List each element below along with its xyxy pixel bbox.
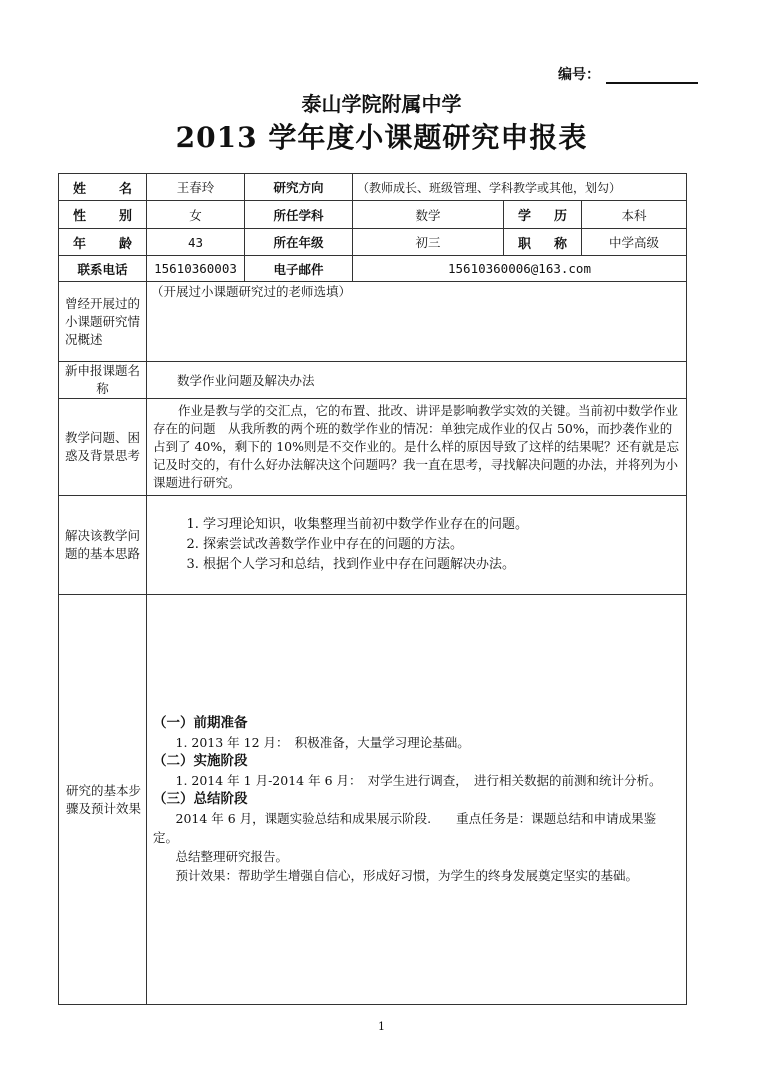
steps-field[interactable]: [147, 595, 687, 1005]
gender-label-part: 性: [73, 209, 87, 224]
school-name: 泰山学院附属中学: [301, 92, 462, 116]
subject-value[interactable]: 数学: [353, 201, 504, 229]
stage2-text: 1. 2014 年 1 月-2014 年 6 月： 对学生进行调查， 进行相关数据的前测和统计分析。: [175, 773, 662, 788]
table-row: [59, 399, 687, 496]
stage3-title: （三）总结阶段: [153, 791, 248, 807]
serial-number-field: [558, 64, 698, 84]
rank-label-part: 称: [553, 236, 567, 252]
grade-label: 所在年级: [245, 229, 353, 256]
application-form-table: [58, 173, 687, 1005]
approach-item: 2. 探索尝试改善数学作业中存在的问题的方法。: [203, 535, 682, 555]
table-row: [59, 256, 687, 282]
approach-item: 3. 根据个人学习和总结，找到作业中存在问题解决办法。: [203, 555, 682, 575]
gender-label-cell: [59, 201, 147, 229]
name-label-part: 名: [118, 181, 132, 197]
table-row: [59, 362, 687, 399]
age-label-part: 龄: [118, 236, 132, 252]
table-row: [59, 229, 687, 256]
email-value[interactable]: 15610360006@163.com: [353, 256, 687, 282]
rank-label-cell: [504, 229, 582, 256]
gender-label-part: 别: [118, 209, 132, 224]
email-label: 电子邮件: [245, 256, 353, 282]
topic-value[interactable]: 数学作业问题及解决办法: [147, 362, 687, 399]
topic-label: 新申报课题名称: [59, 362, 147, 399]
table-row: [59, 201, 687, 229]
page-number: 1: [378, 1020, 385, 1033]
direction-value[interactable]: （教师成长、班级管理、学科教学或其他，划勾）: [353, 174, 687, 201]
rank-value[interactable]: 中学高级: [582, 229, 687, 256]
steps-label: 研究的基本步骤及预计效果: [59, 595, 147, 1005]
serial-number-blank[interactable]: [606, 66, 698, 84]
past-research-label: 曾经开展过的小课题研究情况概述: [59, 282, 147, 362]
stage1-text: 1. 2013 年 12 月： 积极准备，大量学习理论基础。: [175, 735, 470, 750]
age-value[interactable]: 43: [147, 229, 245, 256]
serial-number-label: 编号：: [558, 67, 600, 83]
education-label-cell: [504, 201, 582, 229]
education-label-part: 学: [518, 209, 532, 224]
problem-text[interactable]: 作业是教与学的交汇点，它的布置、批改、讲评是影响教学实效的关键。当前初中数学作业存在的问题 从我所教的两个班的数学作业的情况：单独完成作业的仅占 50%，而抄袭作业的占到了 40%，剩下的 10%则是不交作业的。是什么样的原因导致了这样的结果呢？还有就是忘记及时交的，有什么好办法解决这个问题吗？我一直在思考，寻找解决问题的办法，并将列为小课题进行研究。: [147, 399, 687, 496]
education-label-part: 历: [553, 209, 567, 224]
approach-label: 解决该教学问题的基本思路: [59, 496, 147, 595]
phone-value[interactable]: 15610360003: [147, 256, 245, 282]
table-row: [59, 496, 687, 595]
phone-label: 联系电话: [59, 256, 147, 282]
age-label-cell: [59, 229, 147, 256]
report-text: 总结整理研究报告。: [175, 849, 289, 864]
age-label-part: 年: [73, 236, 87, 252]
education-value[interactable]: 本科: [582, 201, 687, 229]
past-research-hint: （开展过小课题研究过的老师选填）: [151, 284, 352, 299]
table-row: [59, 595, 687, 1005]
direction-label: 研究方向: [245, 174, 353, 201]
effect-text: 预计效果：帮助学生增强自信心，形成好习惯，为学生的终身发展奠定坚实的基础。: [175, 868, 639, 883]
stage1-title: （一）前期准备: [153, 715, 248, 731]
approach-list: [151, 515, 682, 575]
name-label-cell: [59, 174, 147, 201]
approach-field[interactable]: [147, 496, 687, 595]
subject-label: 所任学科: [245, 201, 353, 229]
approach-item: 1. 学习理论知识，收集整理当前初中数学作业存在的问题。: [203, 515, 682, 535]
stage3-text: 2014 年 6 月，课题实验总结和成果展示阶段. 重点任务是：课题总结和申请成果鉴定。: [153, 811, 657, 845]
document-title: 2013 学年度小课题研究申报表: [175, 121, 588, 154]
name-label-part: 姓: [73, 181, 87, 197]
table-row: [59, 174, 687, 201]
table-row: [59, 282, 687, 362]
stage2-title: （二）实施阶段: [153, 753, 248, 769]
rank-label-part: 职: [518, 236, 532, 252]
past-research-field[interactable]: [147, 282, 687, 362]
grade-value[interactable]: 初三: [353, 229, 504, 256]
gender-value[interactable]: 女: [147, 201, 245, 229]
name-value[interactable]: 王春玲: [147, 174, 245, 201]
problem-label: 教学问题、困惑及背景思考: [59, 399, 147, 496]
